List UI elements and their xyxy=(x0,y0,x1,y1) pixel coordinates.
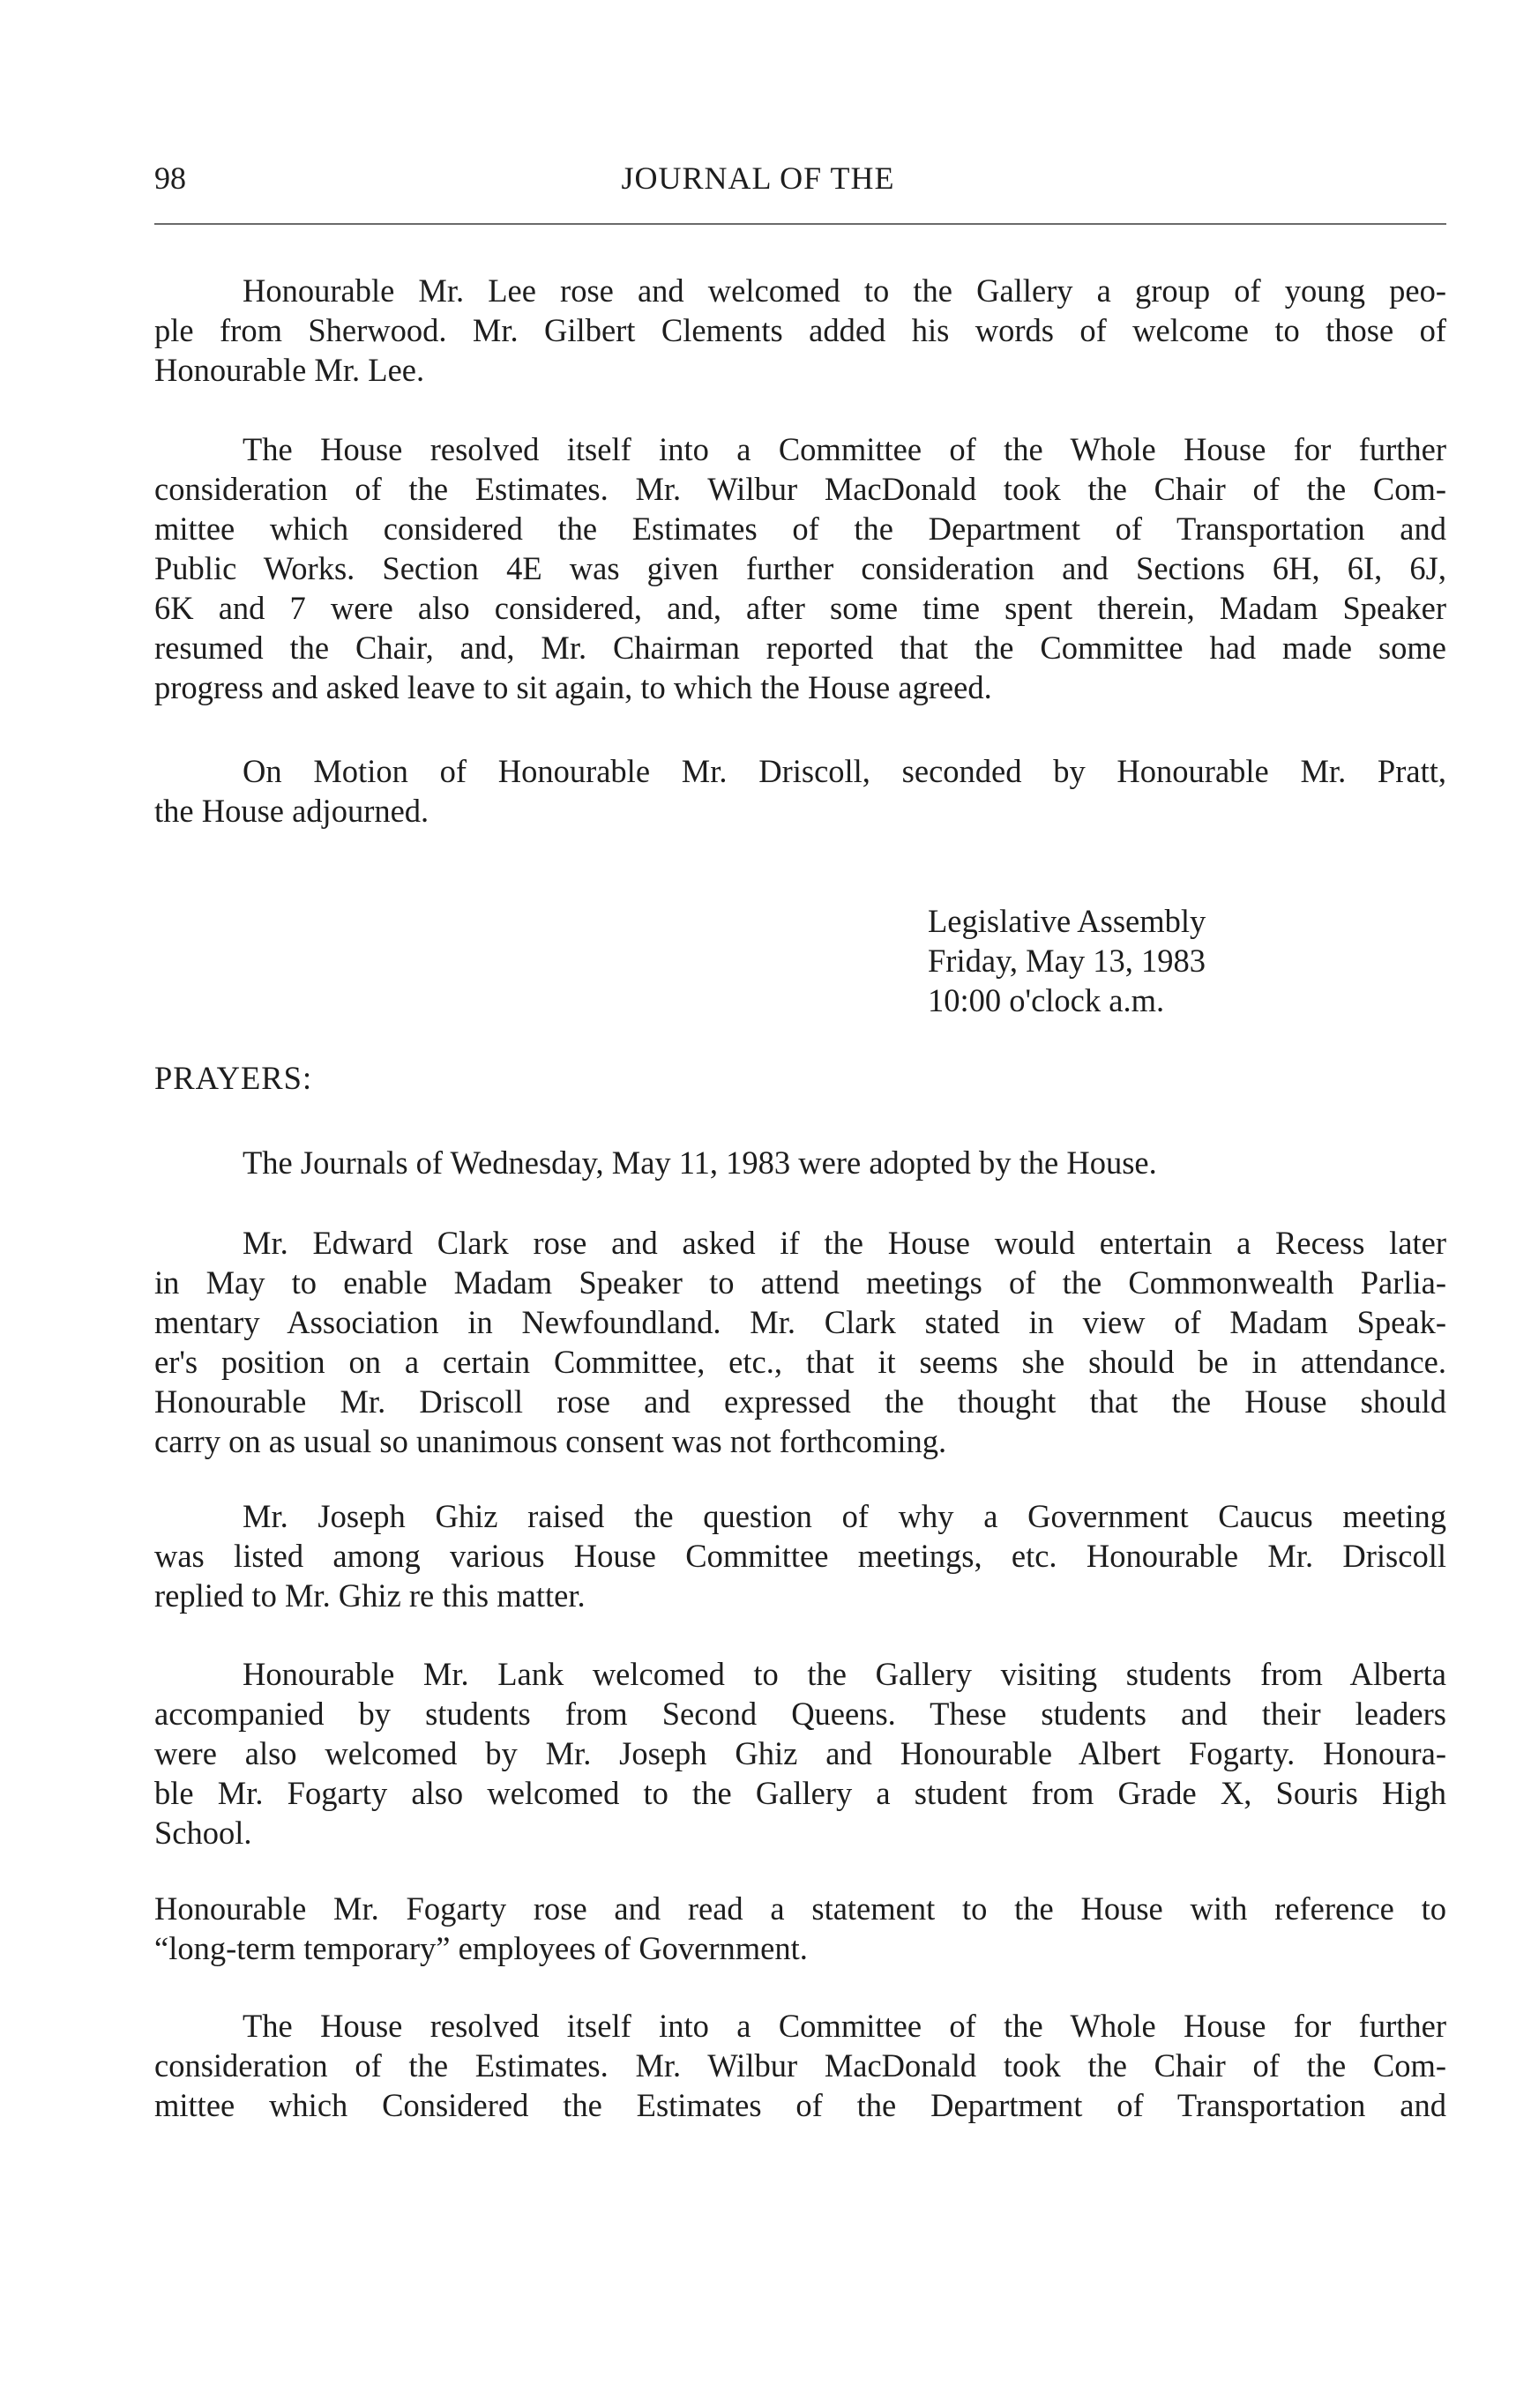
text-line: Mr. Edward Clark rose and asked if the House would entertain a Recess later xyxy=(243,1225,1446,1261)
prayers-heading: PRAYERS: xyxy=(154,1060,313,1096)
running-title: JOURNAL OF THE xyxy=(621,160,895,196)
text-line: progress and asked leave to sit again, to which the House agreed. xyxy=(154,669,992,705)
text-line: ble Mr. Fogarty also welcomed to the Gallery a student from Grade X, Souris High xyxy=(154,1775,1446,1811)
header-rule xyxy=(154,223,1446,225)
text-line: resumed the Chair, and, Mr. Chairman reported that the Committee had made some xyxy=(154,630,1446,666)
paragraph-committee-estimates-continued xyxy=(154,2006,1446,2125)
text-line: was listed among various House Committee meetings, etc. Honourable Mr. Driscoll xyxy=(154,1538,1446,1574)
text-line: Honourable Mr. Lank welcomed to the Gallery visiting students from Alberta xyxy=(243,1656,1446,1692)
paragraph-ghiz-caucus xyxy=(154,1496,1446,1615)
paragraph-lank-welcome xyxy=(154,1654,1446,1853)
text-line: On Motion of Honourable Mr. Driscoll, seconded by Honourable Mr. Pratt, xyxy=(243,753,1446,789)
dateline-place: Legislative Assembly xyxy=(928,903,1206,939)
text-line: Public Works. Section 4E was given further consideration and Sections 6H, 6I, 6J, xyxy=(154,550,1446,586)
dateline-time: 10:00 o'clock a.m. xyxy=(928,982,1165,1018)
text-line: mentary Association in Newfoundland. Mr. Clark stated in view of Madam Speak- xyxy=(154,1304,1446,1340)
text-line: in May to enable Madam Speaker to attend meetings of the Commonwealth Parlia- xyxy=(154,1264,1446,1301)
text-line: The House resolved itself into a Committee of the Whole House for further xyxy=(243,2008,1446,2044)
dateline-date: Friday, May 13, 1983 xyxy=(928,943,1206,979)
page-number: 98 xyxy=(154,160,186,196)
text-line: mittee which Considered the Estimates of the Department of Transportation and xyxy=(154,2087,1446,2123)
paragraph-clark-recess xyxy=(154,1223,1446,1461)
paragraph-adjourned xyxy=(154,751,1446,831)
text-line: Mr. Joseph Ghiz raised the question of why a Government Caucus meeting xyxy=(243,1498,1446,1534)
text-line: carry on as usual so unanimous consent was not forthcoming. xyxy=(154,1423,947,1459)
text-line: The House resolved itself into a Committee of the Whole House for further xyxy=(243,431,1446,467)
paragraph-journals-adopted xyxy=(154,1143,1446,1182)
paragraph-lee-welcome xyxy=(154,271,1446,390)
text-line: Honourable Mr. Driscoll rose and expressed the thought that the House should xyxy=(154,1383,1446,1420)
text-line: Honourable Mr. Fogarty rose and read a statement to the House with reference to xyxy=(154,1890,1446,1927)
text-line: the House adjourned. xyxy=(154,793,429,829)
text-line: mittee which considered the Estimates of the Department of Transportation and xyxy=(154,511,1446,547)
paragraph-fogarty-statement xyxy=(154,1889,1446,1968)
text-line: School. xyxy=(154,1815,252,1851)
text-line: Honourable Mr. Lee rose and welcomed to the Gallery a group of young peo- xyxy=(243,272,1446,309)
paragraph-committee-estimates xyxy=(154,429,1446,707)
text-line: consideration of the Estimates. Mr. Wilbur MacDonald took the Chair of the Com- xyxy=(154,471,1446,507)
text-line: consideration of the Estimates. Mr. Wilbur MacDonald took the Chair of the Com- xyxy=(154,2047,1446,2084)
sitting-dateline xyxy=(928,901,1206,1020)
text-line: “long-term temporary” employees of Government. xyxy=(154,1930,808,1966)
text-line: accompanied by students from Second Queens. These students and their leaders xyxy=(154,1696,1446,1732)
text-line: Honourable Mr. Lee. xyxy=(154,352,425,388)
text-line: were also welcomed by Mr. Joseph Ghiz and Honourable Albert Fogarty. Honoura- xyxy=(154,1735,1446,1771)
text-line: er's position on a certain Committee, etc., that it seems she should be in attendance. xyxy=(154,1344,1446,1380)
text-line: ple from Sherwood. Mr. Gilbert Clements added his words of welcome to those of xyxy=(154,312,1446,348)
text-line: 6K and 7 were also considered, and, after some time spent therein, Madam Speaker xyxy=(154,590,1446,626)
text-line: The Journals of Wednesday, May 11, 1983 were adopted by the House. xyxy=(243,1144,1157,1181)
text-line: replied to Mr. Ghiz re this matter. xyxy=(154,1577,586,1614)
